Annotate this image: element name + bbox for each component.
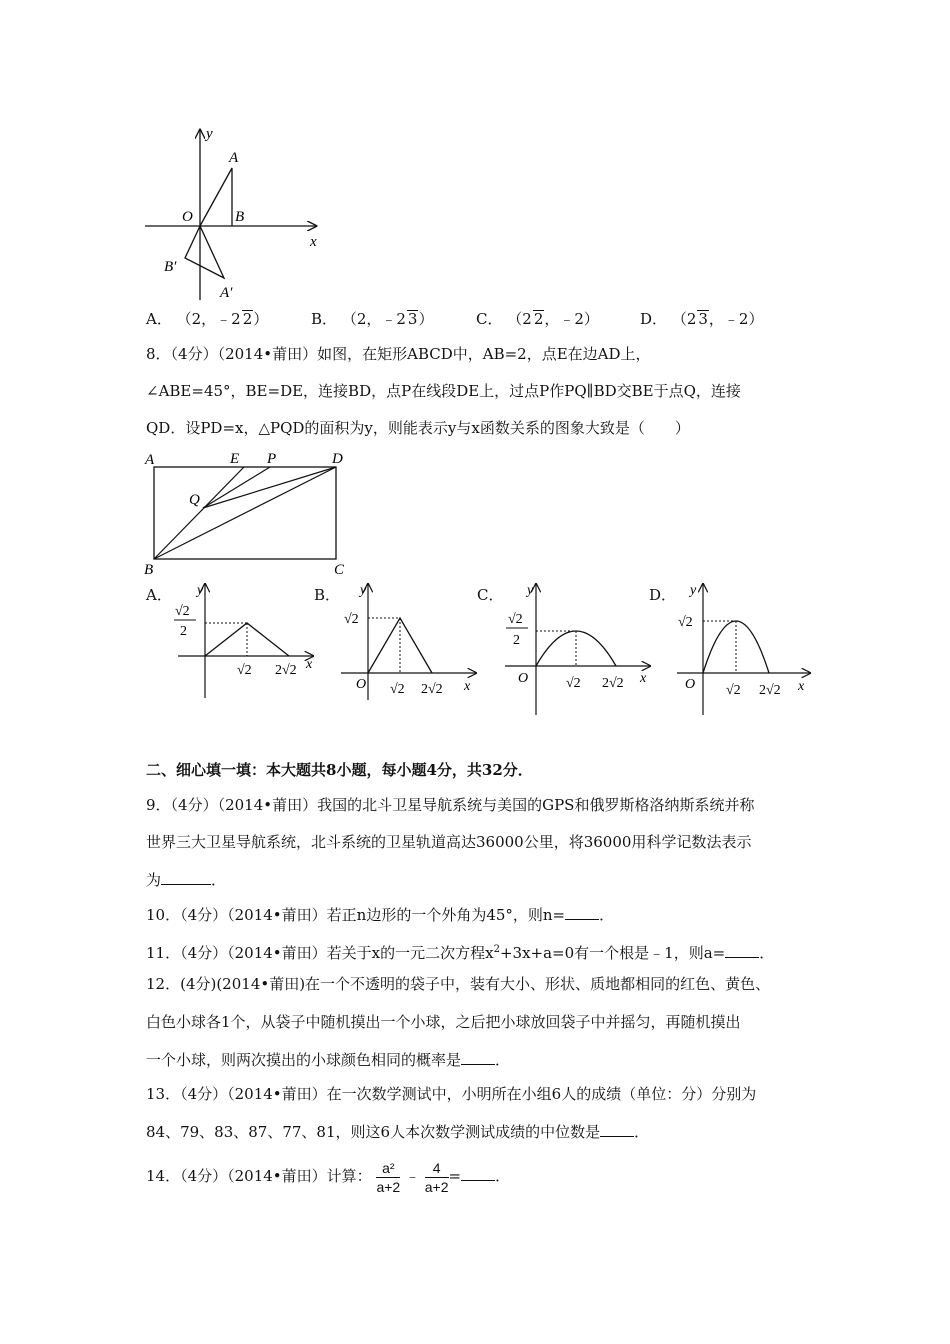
q13-line-1: 13．（4分）（2014•莆田）在一次数学测试中，小明所在小组6人的成绩（单位：分）分别为 (146, 1085, 757, 1103)
q8b-o: O (356, 677, 367, 692)
q11-line: 11．（4分）（2014•莆田）若关于x的一元二次方程$x^2+3x+a=0$有一个根是﹣1，则a= ． (146, 944, 775, 962)
q8-label-P: P (267, 451, 277, 467)
q11-answer-blank[interactable] (725, 943, 759, 958)
q8-label-D: D (332, 451, 343, 467)
q12-answer-blank[interactable] (461, 1050, 495, 1065)
q8-graph-b (336, 578, 486, 703)
q7-figure (140, 120, 340, 305)
q8a-r22: 2√2 (275, 663, 297, 678)
q8a-half-num: √2 (175, 604, 190, 619)
q8c-r2: √2 (566, 676, 581, 691)
q8b-x: x (464, 679, 471, 694)
q12-line-3: 一个小球，则两次摸出的小球颜色相同的概率是 ． (146, 1051, 511, 1069)
q8c-half-den: 2 (513, 633, 520, 648)
q8-line-3: QD．设PD=x，△PQD的面积为y，则能表示y与x函数关系的图象大致是（ ） (146, 419, 690, 437)
q8a-y: y (197, 583, 204, 598)
q8d-x: x (798, 679, 805, 694)
q9-line-3: 为 ． (146, 871, 227, 889)
q13-line-2: 84、79、83、87、77、81，则这6人本次数学测试成绩的中位数是 ． (146, 1123, 650, 1141)
q8-graph-a (168, 578, 318, 703)
q8-graph-c (500, 578, 660, 718)
q8-label-C: C (334, 562, 345, 576)
q8a-r2: √2 (237, 663, 252, 678)
q8d-top: √2 (678, 615, 693, 630)
q8-label-E: E (230, 451, 240, 467)
q9-line-2: 世界三大卫星导航系统，北斗系统的卫星轨道高达36000公里，将36000用科学记数法表示 (146, 833, 752, 851)
q8d-y: y (690, 583, 697, 598)
q8-segment-BD (154, 467, 336, 559)
q8d-r22: 2√2 (759, 683, 781, 698)
q8b-r2: √2 (390, 682, 405, 697)
q8b-r22: 2√2 (421, 682, 443, 697)
q14-fraction-2: $\frac{4}{a+2}$ (424, 1159, 449, 1195)
q7-option-b: B． （2，﹣2 3） (311, 310, 434, 328)
q7-label-Ap: A′ (220, 285, 233, 301)
q8-segment-QP (203, 467, 270, 508)
q14-line: 14．（4分）（2014•莆田）计算： $\frac{\text{a²}}{a+2}$ ﹣ $\frac{4}{a+2}$ = ． (146, 1159, 511, 1195)
q8-segment-QD (203, 467, 336, 508)
q8c-y: y (527, 583, 534, 598)
q8c-x: x (640, 671, 647, 686)
q8d-o: O (685, 677, 696, 692)
q8-label-A: A (145, 452, 155, 468)
q7-label-x: x (310, 234, 317, 250)
q10-answer-blank[interactable] (565, 905, 599, 920)
q8-rectangle-figure (140, 450, 360, 576)
q14-answer-blank[interactable] (461, 1166, 495, 1181)
q7-label-A: A (229, 150, 239, 166)
q12-line-2: 白色小球各1个，从袋子中随机摸出一个小球，之后把小球放回袋子中并摇匀，再随机摸出 (146, 1013, 741, 1031)
q7-triangle-OApBp (185, 226, 224, 278)
q7-label-B: B (235, 209, 245, 225)
q8c-o: O (518, 671, 529, 686)
section-2-heading: 二、细心填一填：本大题共8小题，每小题4分，共32分． (146, 761, 533, 779)
q8-line-1: 8．（4分）（2014•莆田）如图，在矩形ABCD中，AB=2，点E在边AD上， (146, 345, 651, 363)
q8-line-2: ∠ABE=45°，BE=DE，连接BD，点P在线段DE上，过点P作PQ∥BD交BE于点Q，连接 (146, 382, 741, 400)
q8-option-a-letter: A． (146, 586, 172, 604)
q7-label-y: y (206, 126, 213, 142)
q12-line-1: 12．(4分)(2014•莆田)在一个不透明的袋子中，装有大小、形状、质地都相同的红色、黄色、 (146, 975, 771, 993)
q14-fraction-1: $\frac{\text{a²}}{a+2}$ (376, 1159, 401, 1195)
q9-answer-blank[interactable] (161, 870, 211, 885)
q8-segment-BE (154, 467, 244, 559)
q8-option-b-letter: B． (314, 586, 341, 604)
q13-answer-blank[interactable] (600, 1122, 634, 1137)
q8-graph-d (672, 578, 822, 718)
q9-line-1: 9．（4分）（2014•莆田）我国的北斗卫星导航系统与美国的GPS和俄罗斯格洛纳斯系统并称 (146, 796, 755, 814)
q8-label-B: B (144, 562, 154, 576)
q8-label-Q: Q (189, 492, 200, 508)
q8c-r22: 2√2 (602, 676, 624, 691)
q8b-y: y (360, 583, 367, 598)
q7-option-c: C． （2 2，﹣2） (476, 310, 599, 328)
q8a-x: x (306, 657, 313, 672)
q8c-half-num: √2 (508, 612, 523, 627)
q7-triangle-OAB (200, 168, 232, 226)
q10-line: 10．（4分）（2014•莆田）若正n边形的一个外角为45°，则n= ． (146, 906, 615, 924)
q7-label-Bp: B′ (164, 259, 177, 275)
q8a-half-den: 2 (180, 624, 187, 639)
q8b-top: √2 (344, 612, 359, 627)
q7-option-a: A． （2，﹣2 2） (146, 310, 269, 328)
q8-option-d-letter: D． (649, 586, 677, 604)
q7-option-d: D． （2 3，﹣2） (640, 310, 764, 328)
q7-label-O: O (182, 209, 193, 225)
q8-option-c-letter: C． (477, 586, 504, 604)
q8d-r2: √2 (726, 683, 741, 698)
